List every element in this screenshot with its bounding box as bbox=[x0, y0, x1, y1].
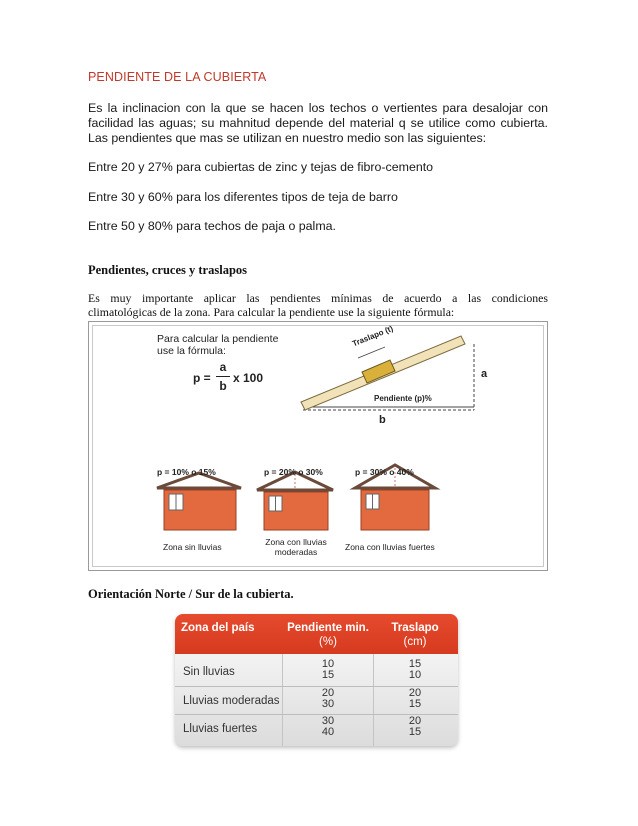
range-zinc: Entre 20 y 27% para cubiertas de zinc y tejas de fibro-cemento bbox=[88, 160, 434, 174]
table-row bbox=[175, 714, 458, 737]
intro-line-1: Es la inclinacion con la que se hacen los techos o vertientes para desalojar con bbox=[88, 101, 548, 115]
house-2-zone-line-1: Zona con lluvias bbox=[265, 537, 327, 547]
section-title-orientacion: Orientación Norte / Sur de la cubierta. bbox=[88, 587, 294, 601]
formula-numerator: a bbox=[219, 360, 227, 374]
row-pendiente-2: 30 bbox=[321, 698, 335, 710]
house-1-zone: Zona sin lluvias bbox=[163, 542, 222, 552]
row-traslapo-1: 20 bbox=[408, 715, 422, 727]
header-traslapo: Traslapo bbox=[391, 622, 439, 634]
row-pendiente-2: 15 bbox=[321, 669, 335, 681]
header-zona: Zona del país bbox=[181, 622, 255, 634]
formula-p: p = bbox=[193, 371, 211, 385]
header-traslapo-unit: (cm) bbox=[403, 636, 427, 648]
row-zone: Lluvias fuertes bbox=[183, 723, 258, 735]
house-1 bbox=[157, 473, 241, 530]
house-2-zone-line-2: moderadas bbox=[274, 547, 318, 557]
slope-table bbox=[175, 614, 458, 746]
formula-caption-1: Para calcular la pendiente bbox=[157, 333, 279, 345]
house-2-slope: p = 20% o 30% bbox=[264, 467, 323, 477]
row-traslapo-2: 15 bbox=[408, 698, 422, 710]
row-pendiente-1: 30 bbox=[321, 715, 335, 727]
formula-multiplier: x 100 bbox=[233, 371, 264, 385]
slope-diagram-svg bbox=[89, 322, 549, 572]
house-1-slope: p = 10% o 15% bbox=[157, 467, 216, 477]
house-2 bbox=[257, 472, 333, 530]
header-pendiente-unit: (%) bbox=[319, 636, 337, 648]
house-3-slope: p = 30% o 40% bbox=[355, 467, 414, 477]
traslapo-label: Traslapo (t) bbox=[351, 323, 395, 349]
intro-line-2: facilidad las aguas; su mahnitud depende del material q se utilice como cubierta. bbox=[88, 116, 548, 130]
pendiente-label: Pendiente (p)% bbox=[374, 394, 432, 403]
table-header bbox=[175, 614, 458, 654]
header-pendiente: Pendiente min. bbox=[287, 622, 369, 634]
row-traslapo-2: 10 bbox=[408, 669, 422, 681]
section2-line-2: climatológicas de la zona. Para calcular la pendiente use la siguiente fórmula: bbox=[88, 305, 455, 319]
overlap-dim-line bbox=[358, 347, 385, 358]
row-traslapo-2: 15 bbox=[408, 726, 422, 738]
row-pendiente-2: 40 bbox=[321, 726, 335, 738]
table-row bbox=[175, 686, 458, 709]
row-traslapo-1: 15 bbox=[408, 658, 422, 670]
house-3-zone: Zona con lluvias fuertes bbox=[345, 542, 435, 552]
table-row bbox=[175, 658, 458, 680]
slope-figure bbox=[88, 321, 548, 571]
section-title-pendientes: Pendientes, cruces y traslapos bbox=[88, 263, 248, 277]
formula-denominator: b bbox=[219, 379, 227, 393]
section-heading-pendiente: PENDIENTE DE LA CUBIERTA bbox=[88, 70, 267, 84]
row-zone: Sin lluvias bbox=[183, 666, 235, 678]
formula-caption-2: use la fórmula: bbox=[157, 345, 226, 357]
dimension-a-label: a bbox=[481, 368, 488, 380]
section2-line-1: Es muy importante aplicar las pendientes mínimas de acuerdo a las condiciones bbox=[88, 291, 548, 305]
row-pendiente-1: 20 bbox=[321, 687, 335, 699]
dimension-b-label: b bbox=[379, 414, 386, 426]
range-paja: Entre 50 y 80% para techos de paja o palma. bbox=[88, 219, 336, 233]
intro-line-3: Las pendientes que mas se utilizan en nuestro medio son las siguientes: bbox=[88, 131, 487, 145]
row-traslapo-1: 20 bbox=[408, 687, 422, 699]
row-zone: Lluvias moderadas bbox=[183, 695, 280, 707]
range-barro: Entre 30 y 60% para los diferentes tipos de teja de barro bbox=[88, 190, 398, 204]
row-pendiente-1: 10 bbox=[321, 658, 335, 670]
